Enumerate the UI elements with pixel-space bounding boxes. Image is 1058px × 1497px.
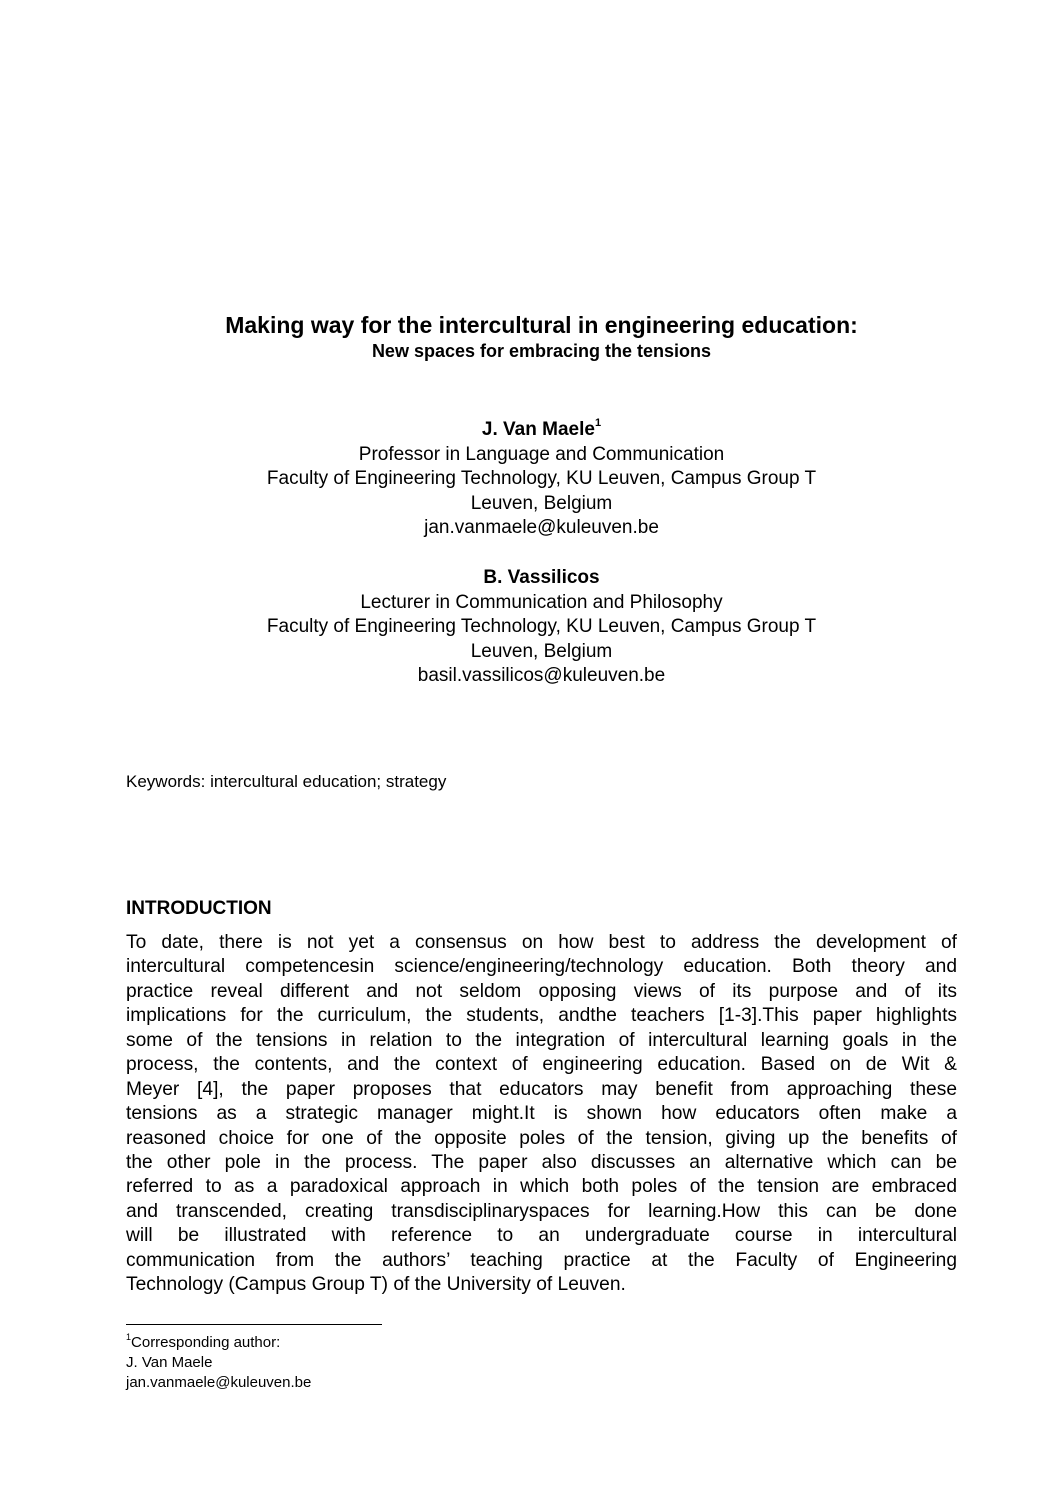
footnote-divider bbox=[126, 1324, 382, 1325]
author-name bbox=[0, 418, 1058, 443]
author-location: Leuven, Belgium bbox=[470, 640, 613, 662]
author-email[interactable]: basil.vassilicos@kuleuven.be bbox=[417, 665, 666, 686]
footnote-name: J. Van Maele bbox=[126, 1354, 213, 1371]
author-role: Professor in Language and Communication bbox=[358, 443, 725, 465]
introduction-paragraph bbox=[126, 931, 957, 1298]
paragraph-line: communication from the authors’ teaching practice at the Faculty of Engineering bbox=[126, 1249, 957, 1271]
author-name: B. Vassilicos bbox=[483, 567, 600, 588]
footnote-marker: 1 bbox=[126, 1332, 132, 1342]
paragraph-line: will be illustrated with reference to an undergraduate course in intercultural bbox=[126, 1225, 957, 1247]
author-location: Leuven, Belgium bbox=[470, 492, 613, 514]
paragraph-line: Meyer [4], the paper proposes that educators may benefit from approaching these bbox=[126, 1078, 957, 1100]
author-block-1 bbox=[0, 418, 1058, 541]
paragraph-line: the other pole in the process. The paper also discusses an alternative which can be bbox=[126, 1151, 957, 1173]
paragraph-line: some of the tensions in relation to the integration of intercultural learning goals in the bbox=[126, 1029, 957, 1051]
footnote-label-line bbox=[126, 1333, 311, 1353]
footnote-email[interactable]: jan.vanmaele@kuleuven.be bbox=[126, 1374, 312, 1391]
author-block-2 bbox=[0, 566, 1058, 689]
paragraph-line: practice reveal different and not seldom opposing views of its purpose and of its bbox=[126, 980, 957, 1002]
author-email[interactable]: jan.vanmaele@kuleuven.be bbox=[424, 517, 659, 538]
footnote-label: Corresponding author: bbox=[131, 1334, 281, 1351]
keywords: Keywords: intercultural education; strategy bbox=[126, 772, 447, 791]
paragraph-line: and transcended, creating transdisciplinaryspaces for learning.How this can be done bbox=[126, 1200, 957, 1222]
paragraph-line: process, the contents, and the context of engineering education. Based on de Wit & bbox=[126, 1054, 957, 1076]
author-role: Lecturer in Communication and Philosophy bbox=[360, 591, 723, 613]
paragraph-line: implications for the curriculum, the students, andthe teachers [1-3].This paper highlights bbox=[126, 1005, 957, 1027]
paragraph-line: referred to as a paradoxical approach in which both poles of the tension are embraced bbox=[126, 1176, 957, 1198]
paragraph-line: tensions as a strategic manager might.It is shown how educators often make a bbox=[126, 1103, 957, 1125]
paragraph-line: Technology (Campus Group T) of the University of Leuven. bbox=[126, 1274, 626, 1296]
author-name-text: J. Van Maele bbox=[481, 419, 595, 440]
paper-subtitle: New spaces for embracing the tensions bbox=[371, 341, 712, 361]
paragraph-line: reasoned choice for one of the opposite poles of the tension, giving up the benefits of bbox=[126, 1127, 957, 1149]
paragraph-line: intercultural competencesin science/engineering/technology education. Both theory and bbox=[126, 956, 957, 978]
footnote bbox=[126, 1333, 311, 1393]
author-affiliation: Faculty of Engineering Technology, KU Leuven, Campus Group T bbox=[266, 616, 817, 637]
footnote-marker[interactable]: 1 bbox=[594, 416, 602, 429]
author-affiliation: Faculty of Engineering Technology, KU Leuven, Campus Group T bbox=[266, 468, 817, 489]
section-heading-introduction: INTRODUCTION bbox=[126, 898, 272, 919]
paper-title: Making way for the intercultural in engineering education: bbox=[225, 312, 858, 338]
paragraph-line: To date, there is not yet a consensus on how best to address the development of bbox=[126, 932, 957, 953]
